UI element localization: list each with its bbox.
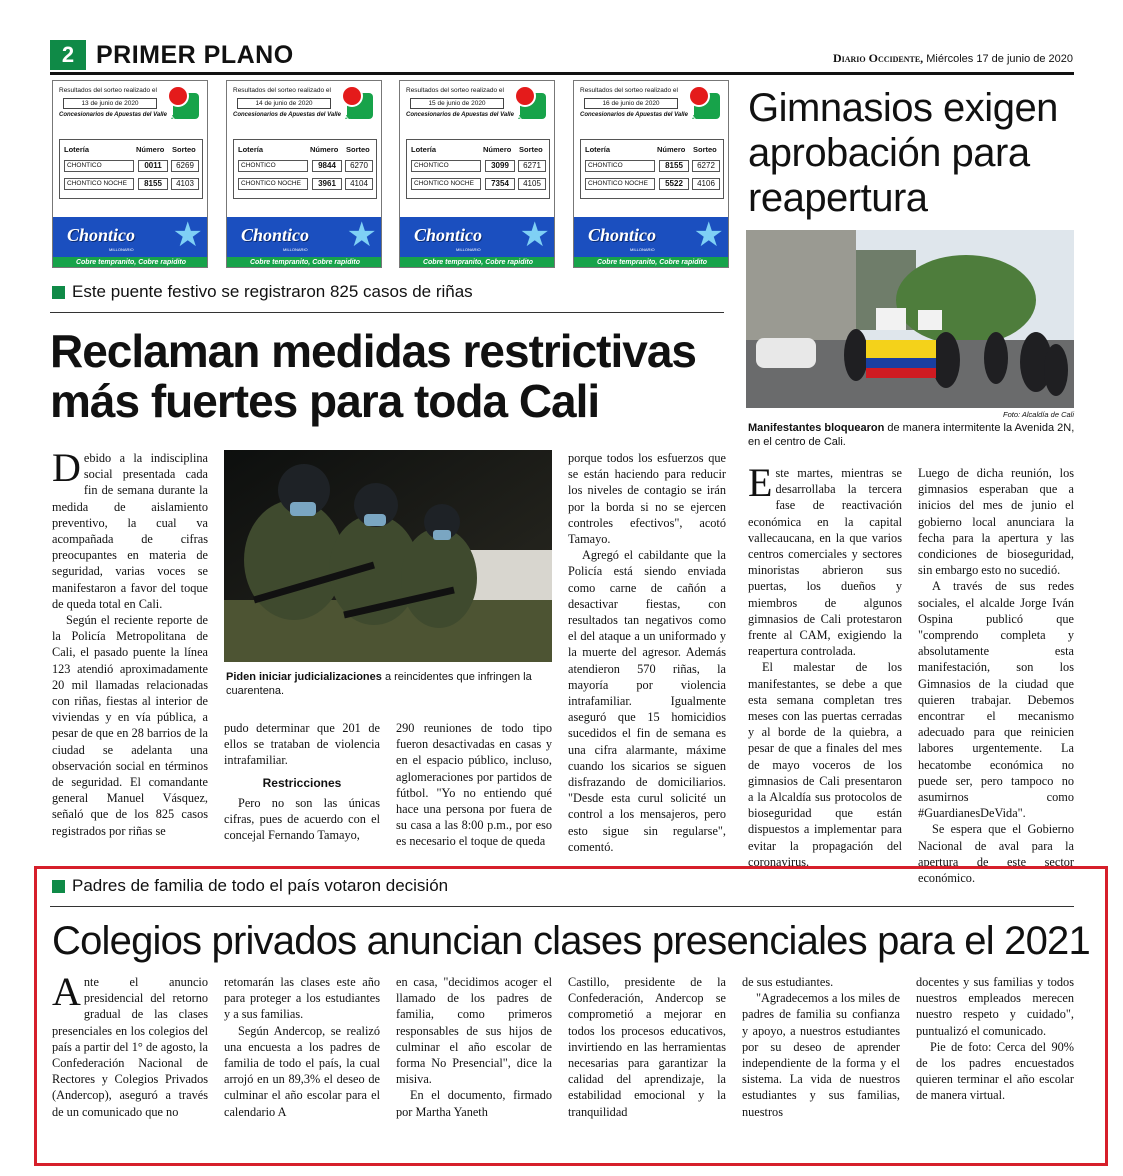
lottery-number: 3099 <box>485 160 515 172</box>
brand-logo: Chontico <box>241 225 310 245</box>
lottery-number: 8155 <box>138 178 168 190</box>
school-col-4 <box>568 974 726 1124</box>
col-header: Sorteo <box>172 145 196 154</box>
school-col-3 <box>396 974 552 1124</box>
paragraph: 290 reuniones de todo tipo fueron desactivadas en casas y en el espacio público, incluso, aglomeraciones por partidos de fútbol. "Yo no entiendo qué hace una persona por fuera de su casa a las 8:00 p.m., por eso es necesario el toque de queda <box>396 721 552 849</box>
lottery-draw: 4103 <box>171 178 199 190</box>
subhead: Restricciones <box>262 775 342 790</box>
col-header: Número <box>136 145 165 154</box>
lottery-draw: 6269 <box>171 160 199 172</box>
lottery-card <box>52 80 208 268</box>
chontico-banner <box>400 217 555 268</box>
logo-text: JUEGOS <box>518 115 539 121</box>
lottery-number: 5522 <box>659 178 689 190</box>
paragraph: Pero no son las únicas cifras, pues de acuerdo con el concejal Fernando Tamayo, <box>224 795 380 843</box>
protest-photo-caption <box>748 421 1076 449</box>
dropcap: A <box>52 969 81 1014</box>
col-header: Lotería <box>411 145 437 154</box>
brand-sub: MILLONARIO <box>456 247 481 252</box>
draw-date: 15 de junio de 2020 <box>410 98 504 109</box>
col-header: Número <box>483 145 512 154</box>
gym-col-2 <box>918 465 1074 886</box>
paragraph: nte el anuncio presidencial del retorno gradual de las clases presenciales en los colegios del país a partir del 1° de agosto, la Confederación Nacional de Rectores y Colegios Privados (Andercop), aseguró a través de un comunicado que no <box>52 975 208 1119</box>
dropcap: E <box>748 460 773 505</box>
brand-sub: MILLONARIO <box>109 247 134 252</box>
lottery-draw: 4105 <box>518 178 546 190</box>
juegos-logo-icon <box>512 85 548 123</box>
paragraph: Luego de dicha reunión, los gimnasios esperaban que a inicios del mes de junio el gobierno local anunciara la fecha para la apertura y las condiciones de bioseguridad, sin embargo esto no sucedió. <box>918 466 1074 578</box>
draw-date: 16 de junio de 2020 <box>584 98 678 109</box>
gym-col-1 <box>748 460 902 869</box>
school-headline: Colegios privados anuncian clases presenciales para el 2021 <box>52 919 1090 963</box>
kicker-square-icon <box>52 286 65 299</box>
school-col-2 <box>224 974 380 1124</box>
results-table <box>406 139 550 199</box>
lottery-draw: 6271 <box>518 160 546 172</box>
lottery-name: CHONTICO NOCHE <box>411 178 481 190</box>
paragraph: pudo determinar que 201 de ellos se trataban de violencia intrafamiliar. <box>224 721 380 768</box>
school-col-5 <box>742 974 900 1124</box>
paragraph: Agregó el cabildante que la Policía está siendo enviada como carne de cañón a desactivar fiestas, con resultados tan negativos como el del ataque a un uniformado y la muerte del agresor. Además atendieron 570 riñas, la mayoría por violencia intrafamiliar. Igualmente aseguró que 15 homicidios sucedidos el fin de semana es una cifra alarmante, máxime cuando los sicarios se siguen disfrazando de domiciliarios. "Desde esta curul solicité un control a los mensajeros, pero esto sigue sin regularse", comentó. <box>568 548 726 854</box>
col-header: Lotería <box>64 145 90 154</box>
lottery-name: CHONTICO <box>411 160 481 172</box>
gym-headline: Gimnasios exigen aprobación para reapertura <box>748 86 1058 220</box>
protest-photo <box>746 230 1074 408</box>
brand-slogan: Cobre tempranito, Cobre rapidito <box>227 257 382 268</box>
lottery-number: 7354 <box>485 178 515 190</box>
caption-text: a reincidentes que infringen la cuarentena. <box>226 671 532 697</box>
logo-text: JUEGOS <box>345 115 366 121</box>
logo-text: JUEGOS <box>692 115 713 121</box>
lottery-draw: 4106 <box>692 178 720 190</box>
paragraph: "Agradecemos a los miles de padres de familia su confianza y apoyo, a nuestros estudiantes por su deseo de aprender independiente de la forma y el sistema. La vida de nuestros estudiantes y sus familias, nuestros <box>742 991 900 1119</box>
police-photo <box>224 450 552 662</box>
brand-slogan: Cobre tempranito, Cobre rapidito <box>400 257 555 268</box>
paragraph: En el documento, firmado por Martha Yaneth <box>396 1088 552 1119</box>
col-header: Número <box>310 145 339 154</box>
concessionaire-label: Concesionarios de Apuestas del Valle <box>233 112 341 118</box>
caption-bold: Piden iniciar judicializaciones <box>226 671 382 683</box>
main-col-1 <box>52 445 208 855</box>
issue-date: Miércoles 17 de junio de 2020 <box>926 53 1073 65</box>
results-label: Resultados del sorteo realizado el <box>580 87 678 94</box>
lottery-card-header <box>227 81 382 135</box>
brand-logo: Chontico <box>588 225 657 245</box>
lottery-card <box>573 80 729 268</box>
paragraph: ebido a la indisciplina social presentada cada fin de semana durante la medida de aislamiento preventivo, la cual va acompañada de cifras preocupantes en materia de seguridad, varias voces se manifestaron a favor del toque de queda total en Cali. <box>52 451 208 611</box>
chontico-banner <box>53 217 208 268</box>
concessionaire-label: Concesionarios de Apuestas del Valle <box>59 112 167 118</box>
paragraph: A través de sus redes sociales, el alcalde Jorge Iván Ospina publicó que "comprendo completa y absolutamente esta manifestación, son los Gimnasios de la ciudad que quieren trabajar. Debemos encontrar el mecanismo adecuado para que reinicien labores urgentemente. La hecatombe económica no puede ser, pero tampoco no asumirnos como #GuardianesDeVida". <box>918 579 1074 821</box>
lottery-name: CHONTICO <box>64 160 134 172</box>
police-photo-caption <box>226 670 552 698</box>
col-header: Lotería <box>585 145 611 154</box>
lottery-card-header <box>574 81 729 135</box>
results-label: Resultados del sorteo realizado el <box>59 87 157 94</box>
dateline <box>833 50 1073 67</box>
paragraph: docentes y sus familias y todos nuestros empleados merecen nuestro respeto y cuidado", puntualizó el comunicado. <box>916 975 1074 1038</box>
paragraph: Pie de foto: Cerca del 90% de los padres encuestados quieren terminar el año escolar de manera virtual. <box>916 1039 1074 1103</box>
lottery-draw: 4104 <box>345 178 373 190</box>
paper-name: Diario Occidente, <box>832 51 924 65</box>
results-label: Resultados del sorteo realizado el <box>406 87 504 94</box>
caption-bold: Manifestantes bloquearon <box>748 422 885 434</box>
logo-text: JUEGOS <box>171 115 192 121</box>
main-headline: Reclaman medidas restrictivas más fuertes para toda Cali <box>50 325 697 427</box>
school-kicker: Padres de familia de todo el país votaron decisión <box>72 876 449 895</box>
paragraph: de sus estudiantes. <box>742 975 834 989</box>
header-rule <box>50 72 1074 75</box>
school-col-1 <box>52 969 208 1124</box>
juegos-logo-icon <box>165 85 201 123</box>
kicker-rule <box>50 906 1074 907</box>
lottery-number: 9844 <box>312 160 342 172</box>
draw-date: 13 de junio de 2020 <box>63 98 157 109</box>
draw-date: 14 de junio de 2020 <box>237 98 331 109</box>
star-icon: ★ <box>519 217 550 254</box>
paragraph: en casa, "decidimos acoger el llamado de los padres de familia, como primeros responsables de sus hijos de culminar el año escolar de forma No Presencial", dice la misiva. <box>396 975 552 1087</box>
main-col-2 <box>224 720 380 860</box>
kicker-rule <box>50 312 724 313</box>
brand-sub: MILLONARIO <box>630 247 655 252</box>
lottery-card-header <box>400 81 555 135</box>
paragraph: ste martes, mientras se desarrollaba la tercera fase de reactivación económica en la capital vallecaucana, en la que varios centros comerciales y sectores minoristas abrieron sus puertas, los dueños y miembros de algunos gimnasios de Cali protestaron frente al CAM, exigiendo la reapertura controlada. <box>748 466 902 659</box>
col-header: Sorteo <box>346 145 370 154</box>
paragraph: porque todos los esfuerzos que se están haciendo para reducir los niveles de contagio se irán por la borda si no se ejercen controles efectivos", acotó Tamayo. <box>568 451 726 547</box>
paragraph: retomarán las clases este año para proteger a los estudiantes y a sus familias. <box>224 975 380 1022</box>
brand-slogan: Cobre tempranito, Cobre rapidito <box>53 257 208 268</box>
brand-slogan: Cobre tempranito, Cobre rapidito <box>574 257 729 268</box>
star-icon: ★ <box>346 217 377 254</box>
lottery-card <box>399 80 555 268</box>
brand-logo: Chontico <box>67 225 136 245</box>
results-table <box>59 139 203 199</box>
police-photo-image <box>224 450 552 662</box>
paragraph: Según el reciente reporte de la Policía Metropolitana de Cali, el pasado puente la línea 123 atendió aproximadamente 20 mil llamadas relacionadas con riñas, fiestas al interior de viviendas y en vía pública, a pesar de que en 28 barrios de la ciudad se adelanta una observación social en términos de seguridad. El comandante general Manuel Vásquez, señaló que de los 825 casos registrados por riñas se <box>52 613 208 838</box>
dropcap: D <box>52 445 81 490</box>
lottery-name: CHONTICO <box>238 160 308 172</box>
main-col-4 <box>568 450 726 855</box>
results-label: Resultados del sorteo realizado el <box>233 87 331 94</box>
star-icon: ★ <box>172 217 203 254</box>
lottery-name: CHONTICO <box>585 160 655 172</box>
star-icon: ★ <box>693 217 724 254</box>
paragraph: Castillo, presidente de la Confederación, Andercop se comprometió a mejorar en todos los procesos educativos, invirtiendo en las herramientas necesarias para garantizar la calidad del aprendizaje, la estabilidad emocional y la tranquilidad <box>568 975 726 1119</box>
lottery-name: CHONTICO NOCHE <box>64 178 134 190</box>
lottery-name: CHONTICO NOCHE <box>238 178 308 190</box>
paragraph: Según Andercop, se realizó una encuesta a los padres de familia de todo el país, la cual arrojó en un 89,3% el deseo de culminar el año escolar para el calendario A <box>224 1023 380 1119</box>
lottery-card-header <box>53 81 208 135</box>
school-col-6 <box>916 974 1074 1124</box>
protest-photo-image <box>746 230 1074 408</box>
main-kicker: Este puente festivo se registraron 825 casos de riñas <box>72 282 473 301</box>
col-header: Lotería <box>238 145 264 154</box>
lottery-number: 3961 <box>312 178 342 190</box>
photo-credit: Foto: Alcaldía de Cali <box>1002 410 1074 419</box>
lottery-name: CHONTICO NOCHE <box>585 178 655 190</box>
juegos-logo-icon <box>339 85 375 123</box>
lottery-number: 0011 <box>138 160 168 172</box>
caption-text: de manera intermitente la Avenida 2N, en el centro de Cali. <box>748 422 1075 448</box>
paragraph: El malestar de los manifestantes, se debe a que esta semana completan tres meses con las puertas cerradas y al borde de la quiebra, a pesar de que a finales del mes de mayo voceros de los gimnasios de Cali presentaron a la Alcaldía sus protocolos de bioseguridad que están dispuestos a implementar para evitar la propagación del coronavirus. <box>748 660 902 869</box>
concessionaire-label: Concesionarios de Apuestas del Valle <box>580 112 688 118</box>
paragraph: Se espera que el Gobierno Nacional de aval para la apertura de este sector económico. <box>918 822 1074 886</box>
concessionaire-label: Concesionarios de Apuestas del Valle <box>406 112 514 118</box>
chontico-banner <box>227 217 382 268</box>
kicker-square-icon <box>52 880 65 893</box>
brand-sub: MILLONARIO <box>283 247 308 252</box>
chontico-banner <box>574 217 729 268</box>
section-title: PRIMER PLANO <box>96 41 294 69</box>
results-table <box>580 139 724 199</box>
lottery-draw: 6270 <box>345 160 373 172</box>
results-table <box>233 139 377 199</box>
col-header: Sorteo <box>519 145 543 154</box>
brand-logo: Chontico <box>414 225 483 245</box>
lottery-number: 8155 <box>659 160 689 172</box>
lottery-card <box>226 80 382 268</box>
page-number: 2 <box>50 40 86 70</box>
lottery-draw: 6272 <box>692 160 720 172</box>
main-col-3 <box>396 720 552 860</box>
col-header: Número <box>657 145 686 154</box>
juegos-logo-icon <box>686 85 722 123</box>
col-header: Sorteo <box>693 145 717 154</box>
